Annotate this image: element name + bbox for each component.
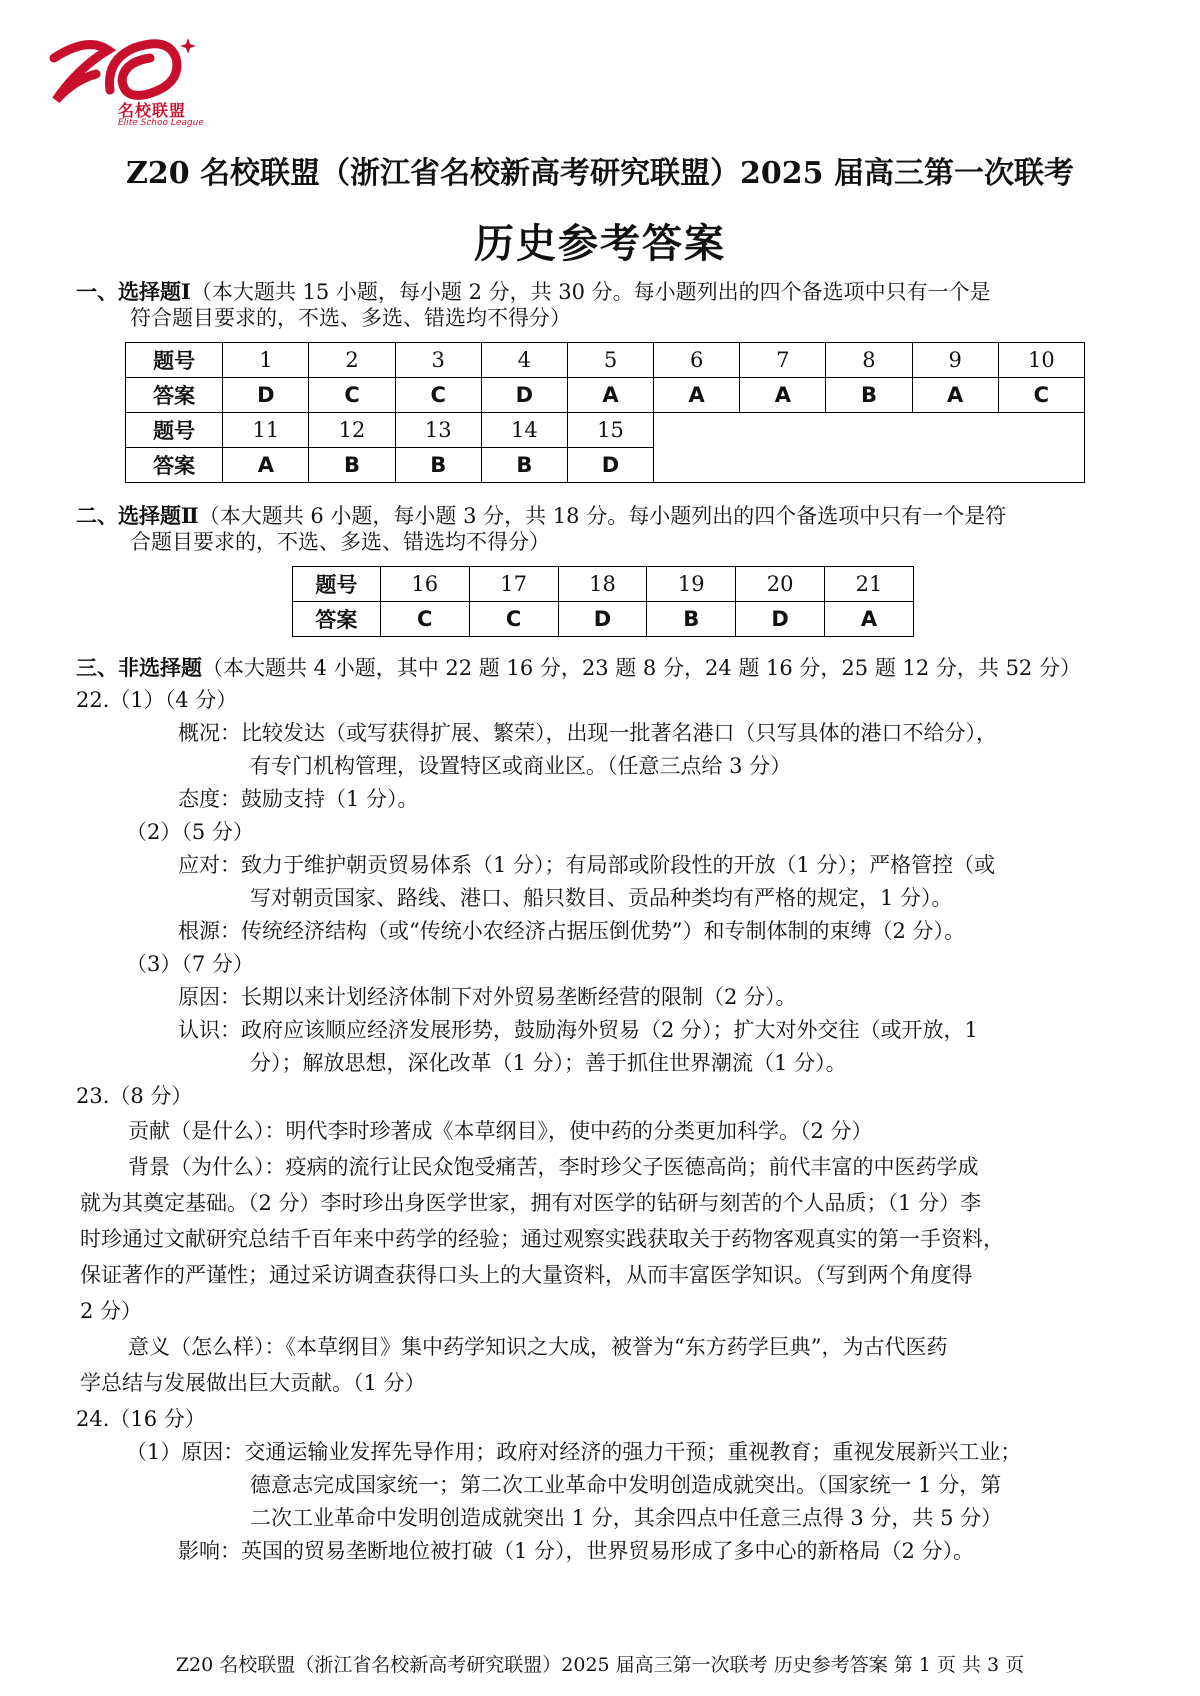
q23-line: 2 分）: [80, 1299, 143, 1323]
table-row: [126, 413, 1085, 448]
answer-value: D: [481, 378, 567, 413]
question-number: 15: [567, 413, 653, 448]
q23-line: 背景（为什么）：疫病的流行让民众饱受痛苦，李时珍父子医德高尚；前代丰富的中医药学成: [128, 1155, 979, 1179]
answer-value: D: [558, 602, 647, 637]
q23-number: 23.（8 分）: [76, 1084, 193, 1108]
q22-line: 分）；解放思想，深化改革（1 分）；善于抓住世界潮流（1 分）。: [250, 1051, 847, 1075]
document-title: 历史参考答案: [474, 220, 726, 267]
section1-heading: 一、选择题Ⅰ: [76, 279, 191, 304]
q22-line: 应对：致力于维护朝贡贸易体系（1 分）；有局部或阶段性的开放（1 分）；严格管控（或: [178, 853, 996, 877]
q23-line: 就为其奠定基础。（2 分）李时珍出身医学世家，拥有对医学的钻研与刻苦的个人品质；（1 分）李: [80, 1191, 982, 1215]
answer-value: D: [223, 378, 309, 413]
answer-value: A: [654, 378, 740, 413]
answer-label: 答案: [126, 378, 223, 413]
answer-value: C: [380, 602, 469, 637]
section2-desc2: 合题目要求的，不选、多选、错选均不得分）: [130, 530, 550, 554]
section1-desc2: 符合题目要求的，不选、多选、错选均不得分）: [130, 306, 571, 330]
q23-line: 学总结与发展做出巨大贡献。（1 分）: [80, 1371, 426, 1395]
section3-desc: （本大题共 4 小题，其中 22 题 16 分，23 题 8 分，24 题 16 分，25 题 12 分，共 52 分）: [202, 656, 1081, 680]
answer-value: B: [647, 602, 736, 637]
section1-desc1: （本大题共 15 小题，每小题 2 分，共 30 分。每小题列出的四个备选项中只有一个是: [190, 280, 991, 304]
question-number: 21: [825, 567, 914, 602]
section2-heading: 二、选择题Ⅱ: [76, 503, 199, 528]
question-number: 4: [481, 343, 567, 378]
table-row: [293, 567, 914, 602]
alliance-logo: [48, 28, 218, 138]
question-number: 6: [654, 343, 740, 378]
table-row: [293, 602, 914, 637]
question-number: 10: [998, 343, 1084, 378]
answer-value: D: [736, 602, 825, 637]
question-number: 19: [647, 567, 736, 602]
empty-merged-cell: [654, 413, 1085, 483]
q22-part2: （2）（5 分）: [126, 820, 254, 844]
q24-line: 影响：英国的贸易垄断地位被打破（1 分），世界贸易形成了多中心的新格局（2 分）。: [178, 1539, 975, 1563]
q22-line: 认识：政府应该顺应经济发展形势，鼓励海外贸易（2 分）；扩大对外交往（或开放，1: [178, 1018, 978, 1042]
question-number: 1: [223, 343, 309, 378]
q24-line: 德意志完成国家统一；第二次工业革命中发明创造成就突出。（国家统一 1 分，第: [250, 1473, 1002, 1497]
question-number: 16: [380, 567, 469, 602]
question-number: 9: [912, 343, 998, 378]
question-label: 题号: [293, 567, 381, 602]
q22-line: 原因：长期以来计划经济体制下对外贸易垄断经营的限制（2 分）。: [178, 985, 797, 1009]
answer-value: C: [395, 378, 481, 413]
section2-answer-table: [292, 566, 914, 637]
answer-value: B: [395, 448, 481, 483]
q22-line: 根源：传统经济结构（或“传统小农经济占据压倒优势”）和专制体制的束缚（2 分）。: [178, 919, 966, 943]
logo-brand-subtext: Elite Schoo League: [118, 118, 204, 128]
question-number: 20: [736, 567, 825, 602]
answer-value: A: [567, 378, 653, 413]
q23-line: 贡献（是什么）：明代李时珍著成《本草纲目》，使中药的分类更加科学。（2 分）: [128, 1119, 873, 1143]
section3-line: [76, 654, 1081, 682]
section2-line1: [76, 502, 1006, 530]
logo-swirl-icon: [48, 28, 218, 108]
q23-line: 时珍通过文献研究总结千百年来中药学的经验；通过观察实践获取关于药物客观真实的第一手资料，: [80, 1227, 1004, 1251]
answer-value: C: [469, 602, 558, 637]
question-number: 8: [826, 343, 912, 378]
q23-line: 保证著作的严谨性；通过采访调查获得口头上的大量资料，从而丰富医学知识。（写到两个角度得: [80, 1263, 973, 1287]
question-number: 5: [567, 343, 653, 378]
answer-value: D: [567, 448, 653, 483]
question-number: 14: [481, 413, 567, 448]
section2-desc1: （本大题共 6 小题，每小题 3 分，共 18 分。每小题列出的四个备选项中只有一个是符: [198, 504, 1007, 528]
question-number: 17: [469, 567, 558, 602]
section3-heading: 三、非选择题: [76, 655, 202, 680]
page-footer: Z20 名校联盟（浙江省名校新高考研究联盟）2025 届高三第一次联考 历史参考答案 第 1 页 共 3 页: [175, 1654, 1025, 1676]
q24-line: （1）原因：交通运输业发挥先导作用；政府对经济的强力干预；重视教育；重视发展新兴工业；: [126, 1440, 1022, 1464]
question-number: 18: [558, 567, 647, 602]
q24-number: 24.（16 分）: [76, 1407, 206, 1431]
q22-line: 态度：鼓励支持（1 分）。: [178, 787, 419, 811]
q22-part3: （3）（7 分）: [126, 952, 254, 976]
section1-answer-table: [125, 342, 1085, 483]
q22-line: 有专门机构管理，设置特区或商业区。（任意三点给 3 分）: [250, 754, 792, 778]
question-number: 13: [395, 413, 481, 448]
answer-label: 答案: [293, 602, 381, 637]
answer-label: 答案: [126, 448, 223, 483]
logo-brand-text: 名校联盟: [118, 101, 187, 120]
question-number: 2: [309, 343, 395, 378]
question-label: 题号: [126, 413, 223, 448]
q22-line: 概况：比较发达（或写获得扩展、繁荣），出现一批著名港口（只写具体的港口不给分），: [178, 721, 997, 745]
question-number: 7: [740, 343, 826, 378]
answer-value: A: [740, 378, 826, 413]
q22-line: 写对朝贡国家、路线、港口、船只数目、贡品种类均有严格的规定，1 分）。: [250, 886, 953, 910]
answer-value: B: [481, 448, 567, 483]
answer-value: A: [223, 448, 309, 483]
answer-value: B: [309, 448, 395, 483]
answer-value: C: [998, 378, 1084, 413]
answer-value: B: [826, 378, 912, 413]
question-label: 题号: [126, 343, 223, 378]
question-number: 12: [309, 413, 395, 448]
answer-value: A: [825, 602, 914, 637]
q22-number: 22.（1）（4 分）: [76, 688, 238, 712]
section1-line1: [76, 278, 991, 306]
question-number: 3: [395, 343, 481, 378]
answer-value: A: [912, 378, 998, 413]
question-number: 11: [223, 413, 309, 448]
q23-line: 意义（怎么样）：《本草纲目》集中药学知识之大成，被誉为“东方药学巨典”，为古代医药: [128, 1335, 948, 1359]
answer-value: C: [309, 378, 395, 413]
table-row: [126, 343, 1085, 378]
table-row: [126, 378, 1085, 413]
q24-line: 二次工业革命中发明创造成就突出 1 分，其余四点中任意三点得 3 分，共 5 分）: [250, 1506, 1003, 1530]
exam-header-title: Z20 名校联盟（浙江省名校新高考研究联盟）2025 届高三第一次联考: [125, 156, 1075, 191]
